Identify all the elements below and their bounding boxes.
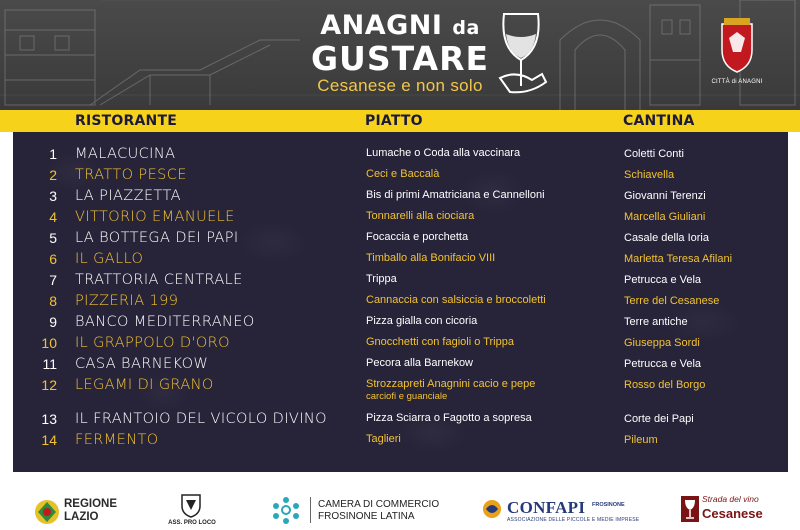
table-row [13,270,788,291]
restaurant-name: TRATTORIA CENTRALE [75,272,243,288]
table-row [13,228,788,249]
cesanese-label: Cesanese [702,506,763,521]
column-cantina: CANTINA [623,113,695,129]
dish-name: Bis di primi Amatriciana e Cannelloni [366,189,545,201]
regione-label: REGIONE [64,498,118,510]
regione-lazio-logo-icon [34,499,60,525]
restaurant-name: BANCO MEDITERRANEO [75,314,255,330]
pro-loco-shield-icon [178,492,204,518]
table-row [13,409,788,430]
confapi-frosinone-label: FROSINONE [592,502,625,508]
restaurant-name: IL FRANTOIO DEL VICOLO DIVINO [75,411,327,427]
row-number: 9 [49,314,57,330]
row-number: 1 [49,146,57,162]
restaurant-table [13,132,788,472]
row-number: 6 [49,251,57,267]
row-number: 3 [49,188,57,204]
dish-name: Ceci e Baccalà [366,168,440,180]
ccia-line-2: FROSINONE LATINA [318,511,415,522]
row-number: 11 [42,356,57,372]
table-row [13,207,788,228]
confapi-subtitle: ASSOCIAZIONE DELLE PICCOLE E MEDIE IMPRESE [507,517,640,523]
camera-commercio-divider [310,497,311,523]
winery-name: Marletta Teresa Afilani [624,253,733,265]
row-number: 2 [49,167,57,183]
sponsor-footer [0,472,800,530]
crest-caption: CITTÀ di ANAGNI [711,79,763,85]
winery-name: Terre del Cesanese [624,295,720,307]
table-row [13,375,788,407]
dish-name: Trippa [366,273,397,285]
dish-name: Taglieri [366,433,401,445]
dish-name: Timballo alla Bonifacio VIII [366,252,496,264]
winery-name: Coletti Conti [624,148,684,160]
row-number: 12 [41,377,57,393]
table-row [13,186,788,207]
table-row [13,430,788,451]
title-anagni: ANAGNI [320,10,443,41]
dish-name: Pizza Sciarra o Fagotto a sopresa [366,412,532,424]
winery-name: Rosso del Borgo [624,379,706,391]
camera-commercio-logo-icon [270,494,302,526]
restaurant-name: FERMENTO [75,432,159,448]
winery-name: Corte dei Papi [624,413,694,425]
winery-name: Marcella Giuliani [624,211,706,223]
winery-name: Casale della Ioria [624,232,709,244]
header-banner [0,0,800,110]
row-number: 13 [41,411,57,427]
strada-vino-logo-icon [681,496,699,522]
restaurant-name: CASA BARNEKOW [75,356,209,372]
dish-name: Focaccia e porchetta [366,231,469,243]
dish-name: Strozzapreti Anagnini cacio e pepe [366,378,536,390]
title-line-1 [285,12,515,42]
winery-name: Giovanni Terenzi [624,190,706,202]
table-row [13,144,788,165]
winery-name: Petrucca e Vela [624,358,702,370]
row-number: 10 [41,335,57,351]
restaurant-name: PIZZERIA 199 [75,293,179,309]
restaurant-name: MALACUCINA [75,146,176,162]
column-header-bar [0,110,800,132]
column-piatto: PIATTO [365,113,423,129]
wine-glass-icon [486,8,556,100]
dish-name: Tonnarelli alla ciociara [366,210,475,222]
ccia-line-1: CAMERA DI COMMERCIO [318,499,440,510]
dish-name: Lumache o Coda alla vaccinara [366,147,521,159]
lazio-label: LAZIO [64,511,99,523]
row-number: 8 [49,293,57,309]
pro-loco-label: ASS. PRO LOCO [168,520,216,526]
restaurant-name: VITTORIO EMANUELE [75,209,235,225]
confapi-logo-icon [480,498,504,520]
event-subtitle: Cesanese e non solo [317,76,483,95]
row-number: 5 [49,230,57,246]
restaurant-name: LA PIAZZETTA [75,188,181,204]
winery-name: Schiavella [624,169,675,181]
winery-name: Pileum [624,434,658,446]
title-da: da [452,17,480,39]
dish-name: Pizza gialla con cicoria [366,315,478,327]
table-row [13,165,788,186]
table-row [13,333,788,354]
regione-lazio-label [64,498,117,524]
table-row [13,249,788,270]
strada-vino-label: Strada del vino [702,494,759,504]
camera-commercio-label [318,499,439,523]
restaurant-name: IL GRAPPOLO D'ORO [75,335,230,351]
dish-name: Gnocchetti con fagioli o Trippa [366,336,514,348]
restaurant-name: IL GALLO [75,251,144,267]
table-row [13,354,788,375]
row-number: 4 [49,209,57,225]
dish-name-line-2: carciofi e guanciale [366,391,448,402]
winery-name: Giuseppa Sordi [624,337,700,349]
restaurant-name: LEGAMI DI GRANO [75,377,214,393]
table-row [13,291,788,312]
event-title [285,12,515,96]
confapi-label: CONFAPI [507,498,586,517]
winery-name: Terre antiche [624,316,688,328]
column-ristorante: RISTORANTE [75,113,177,129]
title-line-2: GUSTARE [310,39,490,78]
table-row [13,312,788,333]
dish-name: Cannaccia con salsiccia e broccoletti [366,294,546,306]
restaurant-name: LA BOTTEGA DEI PAPI [75,230,239,246]
row-number: 14 [41,432,57,448]
winery-name: Petrucca e Vela [624,274,702,286]
anagni-crest-icon [712,16,762,76]
restaurant-name: TRATTO PESCE [75,167,187,183]
dish-name: Pecora alla Barnekow [366,357,474,369]
row-number: 7 [49,272,57,288]
